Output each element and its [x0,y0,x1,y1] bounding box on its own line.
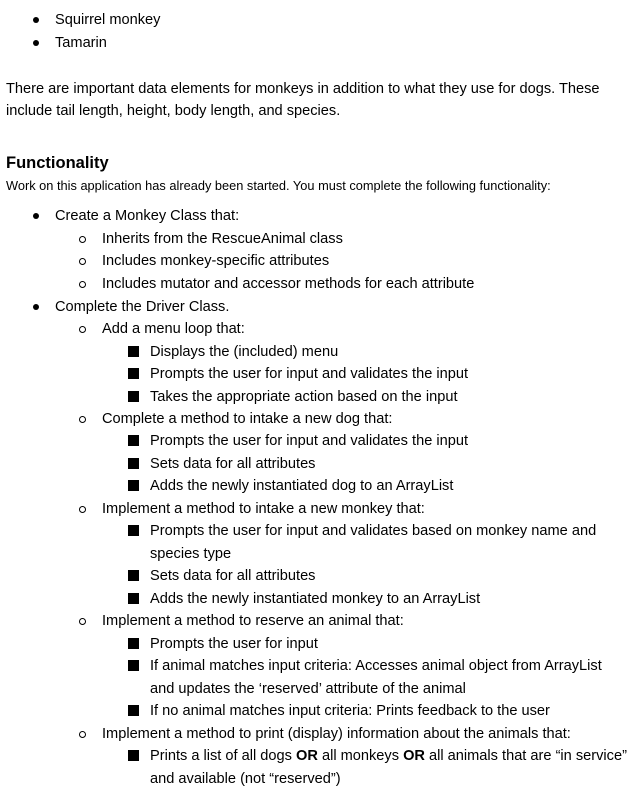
circle-bullet-icon [79,731,86,738]
square-bullet-icon [128,705,139,716]
square-bullet-icon [128,346,139,357]
bullet-icon [33,17,39,23]
square-bullet-icon [128,368,139,379]
square-bullet-icon [128,660,139,671]
bullet-icon [33,213,39,219]
section-heading: Functionality [6,154,109,172]
circle-bullet-icon [79,326,86,333]
square-bullet-icon [128,458,139,469]
circle-bullet-icon [79,416,86,423]
paragraph-line: There are important data elements for monkeys in addition to what they use for dogs. These [6,81,600,97]
bullet-icon [33,304,39,310]
square-bullet-icon [128,638,139,649]
square-bullet-icon [128,435,139,446]
square-bullet-icon [128,525,139,536]
circle-bullet-icon [79,506,86,513]
bullet-icon [33,40,39,46]
circle-bullet-icon [79,281,86,288]
circle-bullet-icon [79,618,86,625]
circle-bullet-icon [79,258,86,265]
section-intro: Work on this application has already been started. You must complete the following functionality: [6,178,551,193]
print-item-text: Prints a list of all dogs OR all monkeys OR all animals that are “in service” [150,748,627,764]
circle-bullet-icon [79,236,86,243]
paragraph-line: include tail length, height, body length, and species. [6,103,341,119]
square-bullet-icon [128,391,139,402]
square-bullet-icon [128,593,139,604]
square-bullet-icon [128,480,139,491]
square-bullet-icon [128,570,139,581]
document-page: Squirrel monkey Tamarin There are important data elements for monkeys in addition to what they use for dogs. These include tail length, height, body length, and species. Functionality Work on this application has already been started. You must complete the following functionality: Create a Monkey Class that: Inherits from the RescueAnimal class Includes monkey-specific attributes Includes mutator and accessor methods for each attribute Complete the Driver Class. Add a menu loop that: Displays the (included) menu Prompts the user for input and validates the input Takes the appropriate action based on the input Complete a method to intake a new dog that: Prompts the user for input and validates the input Sets data for all attributes Adds the newly instantiated dog to an ArrayList Implement a method to intake a new monkey that: Prompts the user for input and validates based on monkey name and species type Sets data for all attributes Adds the newly instantiated monkey to an ArrayList Implement a method to reserve an animal that: Prompts the user for input If animal matches input criteria: Accesses animal object from ArrayList and updates the ‘reserved’ attribute of the animal If no animal matches input criteria: Prints feedback to the user Implement a method to print (display) information about the animals that: Prints a list of all dogs OR all monkeys OR all animals that are “in service” and available (not “reserved”) [6,12,627,787]
square-bullet-icon [128,750,139,761]
